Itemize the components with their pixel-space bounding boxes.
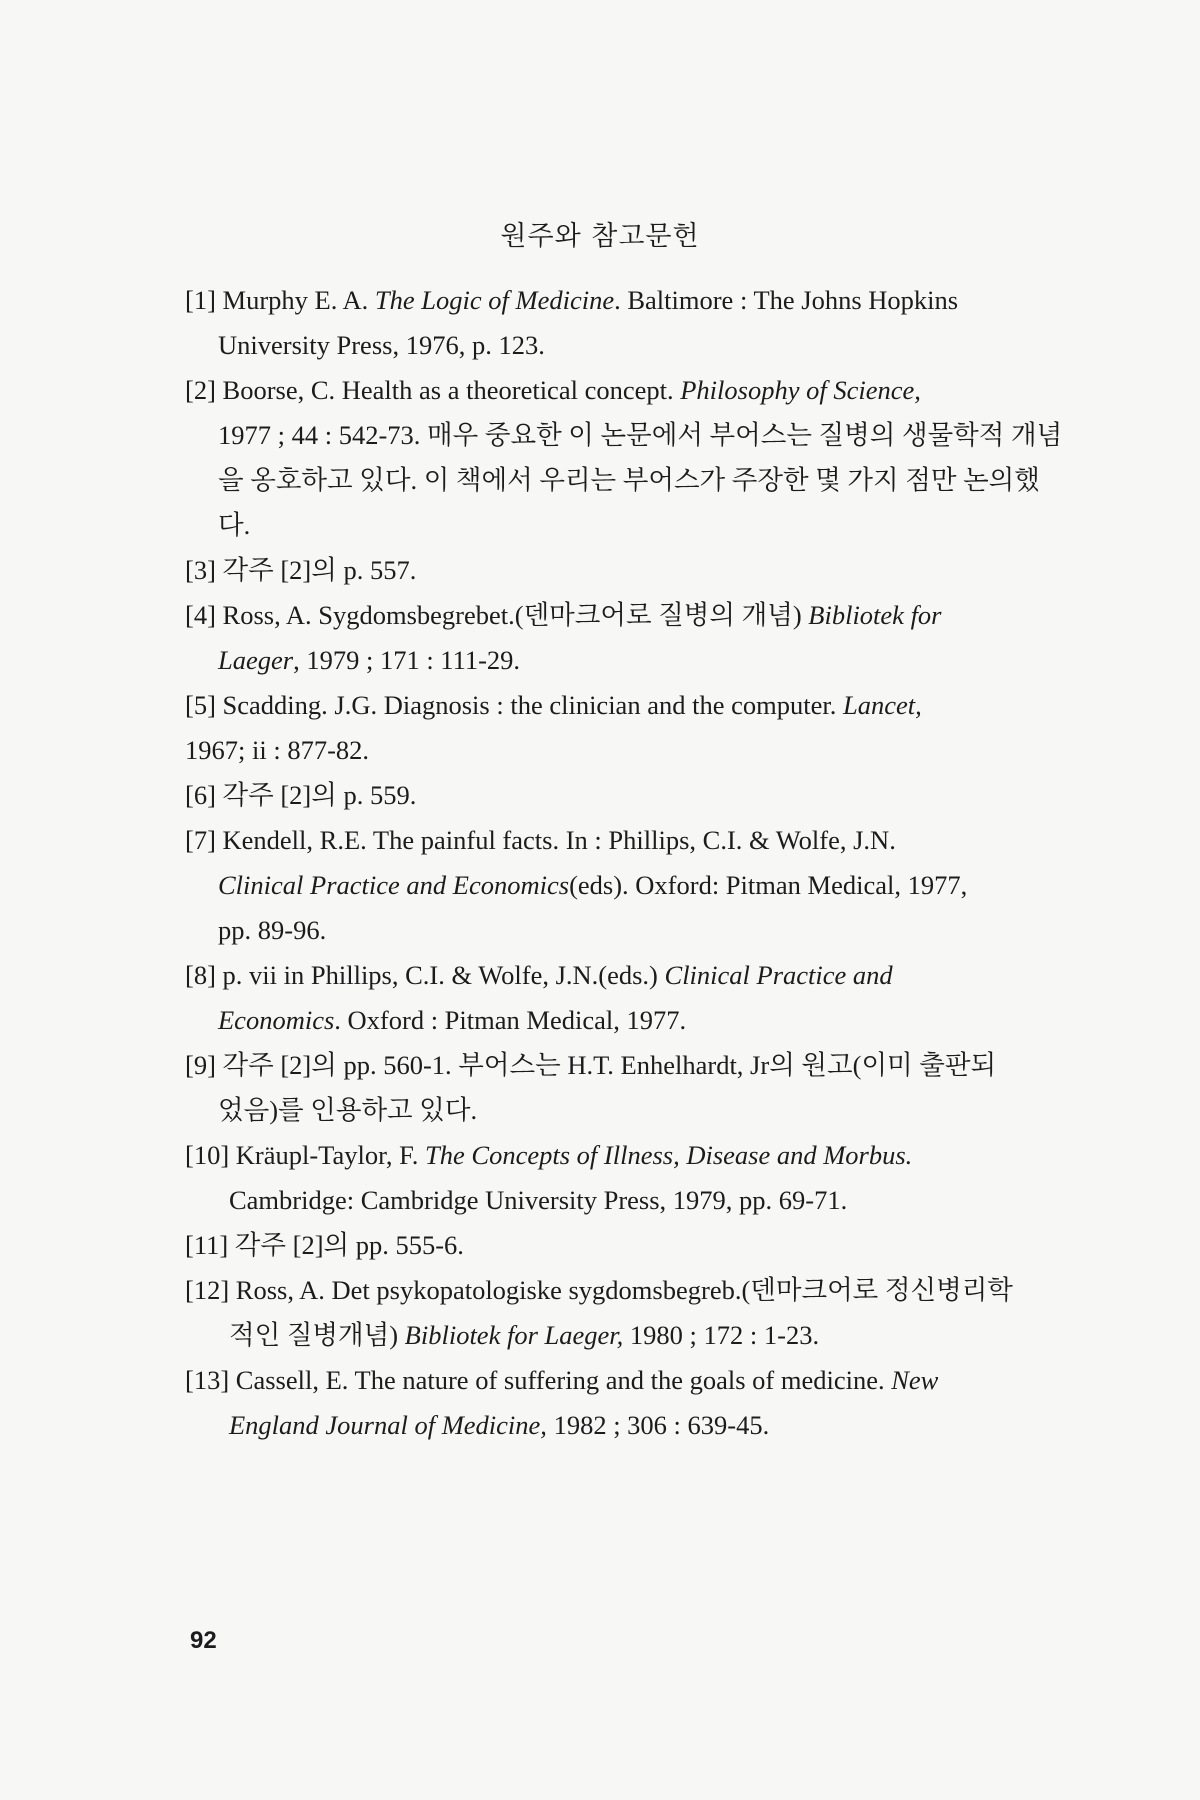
reference-line	[185, 413, 1078, 458]
reference-line	[185, 683, 1078, 728]
reference-line	[185, 458, 1078, 503]
italic-title: New	[891, 1365, 939, 1395]
reference-line	[185, 773, 1078, 818]
reference-line	[185, 1043, 1078, 1088]
reference-text: (eds). Oxford: Pitman Medical, 1977,	[569, 870, 968, 900]
reference-line	[185, 1268, 1078, 1313]
reference-text: 었음)를 인용하고 있다.	[218, 1095, 478, 1125]
reference-line	[185, 818, 1078, 863]
reference-line	[185, 998, 1078, 1043]
reference-text: [12] Ross, A. Det psykopatologiske sygdomsbegreb.(덴마크어로 정신병리학	[185, 1275, 1013, 1305]
reference-text: 1977 ; 44 : 542-73. 매우 중요한 이 논문에서 부어스는 질병의 생물학적 개념	[218, 420, 1063, 450]
reference-item	[185, 773, 1078, 818]
reference-text: [1] Murphy E. A.	[185, 285, 375, 315]
reference-text: [6] 각주 [2]의 p. 559.	[185, 780, 417, 810]
reference-line	[185, 503, 1078, 548]
reference-line	[185, 953, 1078, 998]
reference-text: . Baltimore : The Johns Hopkins	[614, 285, 959, 315]
reference-item	[185, 953, 1078, 1043]
reference-line	[185, 728, 1078, 773]
reference-line	[185, 1133, 1078, 1178]
reference-line	[185, 368, 1078, 413]
reference-text: [8] p. vii in Phillips, C.I. & Wolfe, J.N.(eds.)	[185, 960, 665, 990]
reference-text: pp. 89-96.	[218, 915, 327, 945]
reference-line	[185, 1088, 1078, 1133]
reference-line	[185, 278, 1078, 323]
reference-line	[185, 1313, 1078, 1358]
reference-text: University Press, 1976, p. 123.	[218, 330, 545, 360]
reference-item	[185, 1268, 1078, 1358]
reference-item	[185, 1358, 1078, 1448]
reference-text: 적인 질병개념)	[229, 1320, 405, 1350]
reference-line	[185, 1223, 1078, 1268]
reference-text: 1980 ; 172 : 1-23.	[623, 1320, 820, 1350]
reference-item	[185, 683, 1078, 773]
reference-text: 1967; ii : 877-82.	[185, 735, 370, 765]
reference-line	[185, 1358, 1078, 1403]
reference-text: . Oxford : Pitman Medical, 1977.	[334, 1005, 687, 1035]
page-number: 92	[190, 1627, 217, 1654]
reference-text: [5] Scadding. J.G. Diagnosis : the clinician and the computer.	[185, 690, 843, 720]
reference-line	[185, 1178, 1078, 1223]
italic-title: Economics	[218, 1005, 335, 1035]
italic-title: The Concepts of Illness, Disease and Morbus.	[425, 1140, 913, 1170]
italic-title: Philosophy of Science,	[680, 375, 921, 405]
reference-item	[185, 1223, 1078, 1268]
reference-text: 을 옹호하고 있다. 이 책에서 우리는 부어스가 주장한 몇 가지 점만 논의했	[218, 465, 1040, 495]
reference-text: [10] Kräupl-Taylor, F.	[185, 1140, 426, 1170]
reference-item	[185, 368, 1078, 548]
reference-text: [13] Cassell, E. The nature of suffering and the goals of medicine.	[185, 1365, 892, 1395]
italic-title: Clinical Practice and Economics	[218, 870, 570, 900]
reference-line	[185, 638, 1078, 683]
italic-title: Bibliotek for	[808, 600, 942, 630]
reference-text: [4] Ross, A. Sygdomsbegrebet.(덴마크어로 질병의 개념)	[185, 600, 809, 630]
reference-text: [11] 각주 [2]의 pp. 555-6.	[185, 1230, 464, 1260]
reference-text: [3] 각주 [2]의 p. 557.	[185, 555, 417, 585]
reference-text: [9] 각주 [2]의 pp. 560-1. 부어스는 H.T. Enhelhardt, Jr의 원고(이미 출판되	[185, 1050, 997, 1080]
reference-text: [7] Kendell, R.E. The painful facts. In : Phillips, C.I. & Wolfe, J.N.	[185, 825, 896, 855]
reference-item	[185, 548, 1078, 593]
reference-text: Cambridge: Cambridge University Press, 1979, pp. 69-71.	[229, 1185, 848, 1215]
reference-text: , 1979 ; 171 : 111-29.	[293, 645, 521, 675]
italic-title: Lancet,	[842, 690, 922, 720]
reference-text: 다.	[218, 510, 251, 540]
reference-line	[185, 593, 1078, 638]
reference-line	[185, 863, 1078, 908]
reference-line	[185, 1403, 1078, 1448]
italic-title: England Journal of Medicine,	[229, 1410, 547, 1440]
reference-item	[185, 278, 1078, 368]
reference-line	[185, 548, 1078, 593]
page-title: 원주와 참고문헌	[500, 221, 700, 253]
italic-title: Clinical Practice and	[664, 960, 893, 990]
italic-title: Bibliotek for Laeger,	[404, 1320, 624, 1350]
reference-line	[185, 908, 1078, 953]
reference-list	[185, 278, 1078, 1448]
reference-item	[185, 1043, 1078, 1133]
reference-item	[185, 593, 1078, 683]
reference-text: 1982 ; 306 : 639-45.	[546, 1410, 770, 1440]
italic-title: The Logic of Medicine	[374, 285, 615, 315]
reference-item	[185, 818, 1078, 953]
reference-line	[185, 323, 1078, 368]
reference-text: [2] Boorse, C. Health as a theoretical concept.	[185, 375, 681, 405]
reference-item	[185, 1133, 1078, 1223]
italic-title: Laeger	[218, 645, 294, 675]
